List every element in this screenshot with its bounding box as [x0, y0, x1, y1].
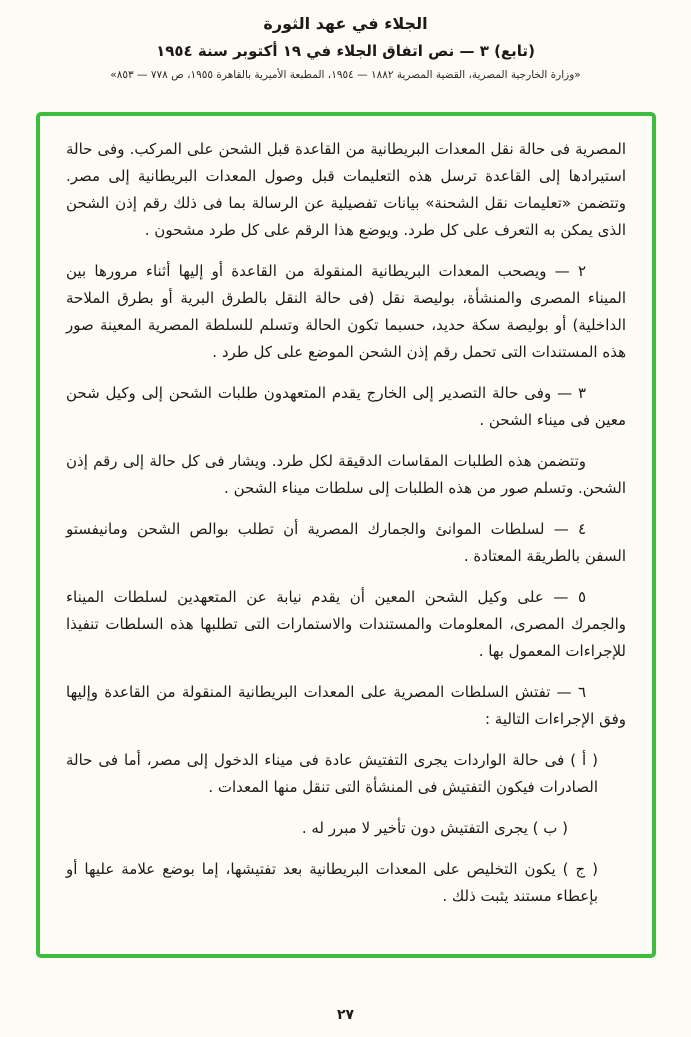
source-footnote: «وزارة الخارجية المصرية، القضية المصرية ١٨٨٢ — ١٩٥٤، المطبعة الأميرية بالقاهرة ١٩٥٥، ص ٧٧٨ — ٨٥٣»: [110, 69, 581, 81]
paragraph-clause-6: ٦ — تفتش السلطات المصرية على المعدات البريطانية المنقولة من القاعدة وإليها وفق الإجراءات التالية :: [66, 683, 626, 728]
book-title: الجلاء في عهد الثورة: [263, 14, 428, 33]
paragraph-continuation: المصرية فى حالة نقل المعدات البريطانية من القاعدة قبل الشحن على المركب. وفى حالة استيرادها إلى القاعدة ترسل هذه التعليمات قبل وصول المعدات البريطانية إلى مصر. وتتضمن «تعليمات نقل الشحنة» بيانات تفصيلية عن الرسالة بما فى ذلك رقم إذن الشحن الذى يمكن به التعرف على كل طرد. ويوضع هذا الرقم على كل طرد مشحون .: [66, 140, 626, 239]
paragraph-subclause-j: ( ج ) يكون التخليص على المعدات البريطانية بعد تفتيشها، إما بوضع علامة عليها أو بإعطاء مستند يثبت ذلك .: [66, 860, 598, 905]
paragraph-subclause-a: ( أ ) فى حالة الواردات يجرى التفتيش عادة فى ميناء الدخول إلى مصر، أما فى حالة الصادرات فيكون التفتيش فى المنشأة التى تنقل منها المعدات .: [66, 751, 598, 796]
paragraph-clause-3-continued: وتتضمن هذه الطلبات المقاسات الدقيقة لكل طرد. ويشار فى كل حالة إلى رقم إذن الشحن. وتسلم صور من هذه الطلبات إلى سلطات ميناء الشحن .: [66, 452, 626, 497]
paragraph-subclause-b: ( ب ) يجرى التفتيش دون تأخير لا مبرر له .: [301, 819, 568, 837]
section-subtitle: (تابع) ٣ — نص اتفاق الجلاء في ١٩ أكتوبر سنة ١٩٥٤: [156, 42, 535, 60]
page-header: [0, 0, 691, 81]
page-number: ٢٧: [336, 1007, 355, 1023]
paragraph-clause-3: ٣ — وفى حالة التصدير إلى الخارج يقدم المتعهدون طلبات الشحن إلى وكيل شحن معين فى ميناء الشحن .: [66, 384, 626, 429]
paragraph-clause-4: ٤ — لسلطات الموانئ والجمارك المصرية أن تطلب بوالص الشحن ومانيفستو السفن بالطريقة المعتادة .: [66, 520, 626, 565]
highlighted-text-frame: [36, 112, 656, 958]
paragraph-clause-5: ٥ — على وكيل الشحن المعين أن يقدم نيابة عن المتعهدين لسلطات الميناء والجمرك المصرى، المعلومات والمستندات والاستمارات التى تطلبها هذه السلطات تنفيذا للإجراءات المعمول بها .: [66, 588, 626, 660]
paragraph-clause-2: ٢ — ويصحب المعدات البريطانية المنقولة من القاعدة أو إليها أثناء مرورها بين الميناء المصرى والمنشأة، بوليصة نقل (فى حالة النقل بالطرق البرية أو بطرق الملاحة الداخلية) أو بوليصة سكة حديد، حسبما تكون الحالة وتسلم للسلطة المصرية المعينة صور هذه المستندات التى تحمل رقم إذن الشحن الموضع على كل طرد .: [66, 262, 626, 361]
